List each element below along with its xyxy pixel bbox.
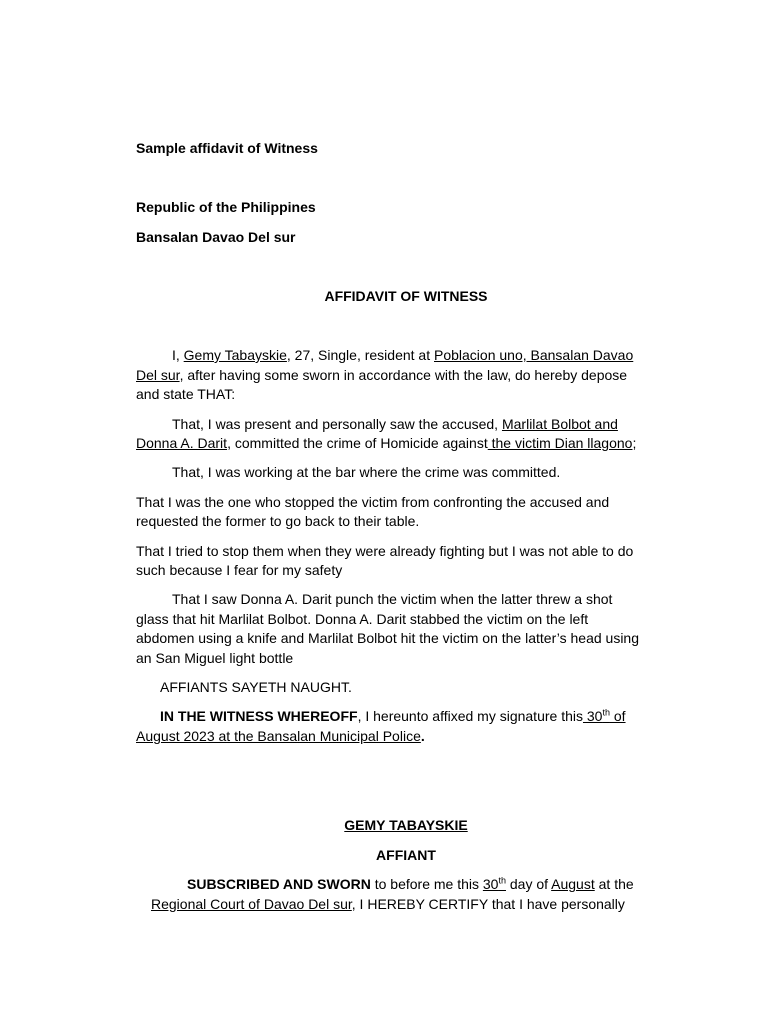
statement-5-line-3: abdomen using a knife and Marlilat Bolbot hit the victim on the latter’s head using	[136, 630, 640, 646]
intro-prefix: I,	[172, 347, 184, 363]
jurat-heading: SUBSCRIBED AND SWORN	[187, 876, 371, 892]
jurat-day	[483, 876, 506, 892]
republic-heading: Republic of the Philippines	[136, 199, 316, 215]
statement-5-line-4: an San Miguel light bottle	[136, 650, 294, 666]
whereof-day-suffix: th	[602, 707, 610, 718]
jurat-text-2: day of	[505, 876, 552, 892]
jurat-text-3: at the	[594, 876, 634, 892]
statement-1-crime: , committed the crime of Homicide against	[227, 435, 488, 451]
whereof-line-1	[160, 707, 626, 726]
statement-4-line-2: such because I fear for my safety	[136, 562, 343, 578]
statement-5-line-1: That I saw Donna A. Darit punch the victim when the latter threw a shot	[172, 591, 613, 607]
address-part-2: Del sur	[136, 367, 180, 383]
statement-1-prefix: That, I was present and personally saw the accused,	[172, 416, 502, 432]
whereof-text: , I hereunto affixed my signature this	[357, 708, 583, 724]
intro-oath: , after having some sworn in accordance with the law, do hereby depose	[179, 367, 628, 383]
jurat-day-number: 30	[482, 876, 499, 892]
affiant-role: AFFIANT	[376, 847, 436, 863]
whereof-date-place: August 2023 at the Bansalan Municipal Police	[136, 728, 421, 744]
sample-title: Sample affidavit of Witness	[136, 140, 318, 156]
statement-4-line-1: That I tried to stop them when they were already fighting but I was not able to do	[136, 543, 634, 559]
statement-1-line-2	[136, 434, 636, 453]
jurat-month: August	[551, 876, 595, 892]
accused-part-2: Donna A. Darit	[136, 435, 228, 451]
sayeth-naught: AFFIANTS SAYETH NAUGHT.	[160, 679, 352, 695]
jurat-line-1	[187, 875, 634, 894]
affiant-name: Gemy Tabayskie	[183, 347, 287, 363]
statement-3-line-1: That I was the one who stopped the victim from confronting the accused and	[136, 494, 610, 510]
whereof-day-number: 30	[582, 708, 603, 724]
jurat-day-suffix: th	[498, 875, 506, 886]
jurat-text-1: to before me this	[370, 876, 483, 892]
victim-name: the victim Dian llagono	[487, 435, 633, 451]
whereof-period: .	[420, 728, 425, 744]
location-heading: Bansalan Davao Del sur	[136, 229, 296, 245]
address-part-1: Poblacion uno, Bansalan Davao	[434, 347, 634, 363]
intro-line-2	[136, 366, 627, 385]
intro-line-1	[172, 346, 633, 365]
whereof-line-2	[136, 727, 425, 746]
whereof-day	[583, 708, 626, 724]
statement-1-line-1	[172, 415, 618, 434]
whereof-heading: IN THE WITNESS WHEREOFF	[160, 708, 358, 724]
jurat-court: Regional Court of Davao Del sur	[151, 896, 352, 912]
jurat-text-4: , I HEREBY CERTIFY that I have personally	[351, 896, 625, 912]
statement-5-line-2: glass that hit Marlilat Bolbot. Donna A. Darit stabbed the victim on the left	[136, 611, 589, 627]
intro-details: , 27, Single, resident at	[286, 347, 434, 363]
intro-line-3: and state THAT:	[136, 386, 236, 402]
affiant-signature-name: GEMY TABAYSKIE	[344, 817, 468, 833]
whereof-after-day: of	[609, 708, 626, 724]
statement-1-end: ;	[632, 435, 637, 451]
statement-2: That, I was working at the bar where the crime was committed.	[172, 464, 561, 480]
document-title: AFFIDAVIT OF WITNESS	[324, 288, 488, 304]
statement-3-line-2: requested the former to go back to their table.	[136, 513, 420, 529]
accused-part-1: Marlilat Bolbot and	[501, 416, 618, 432]
jurat-line-2	[151, 895, 625, 914]
